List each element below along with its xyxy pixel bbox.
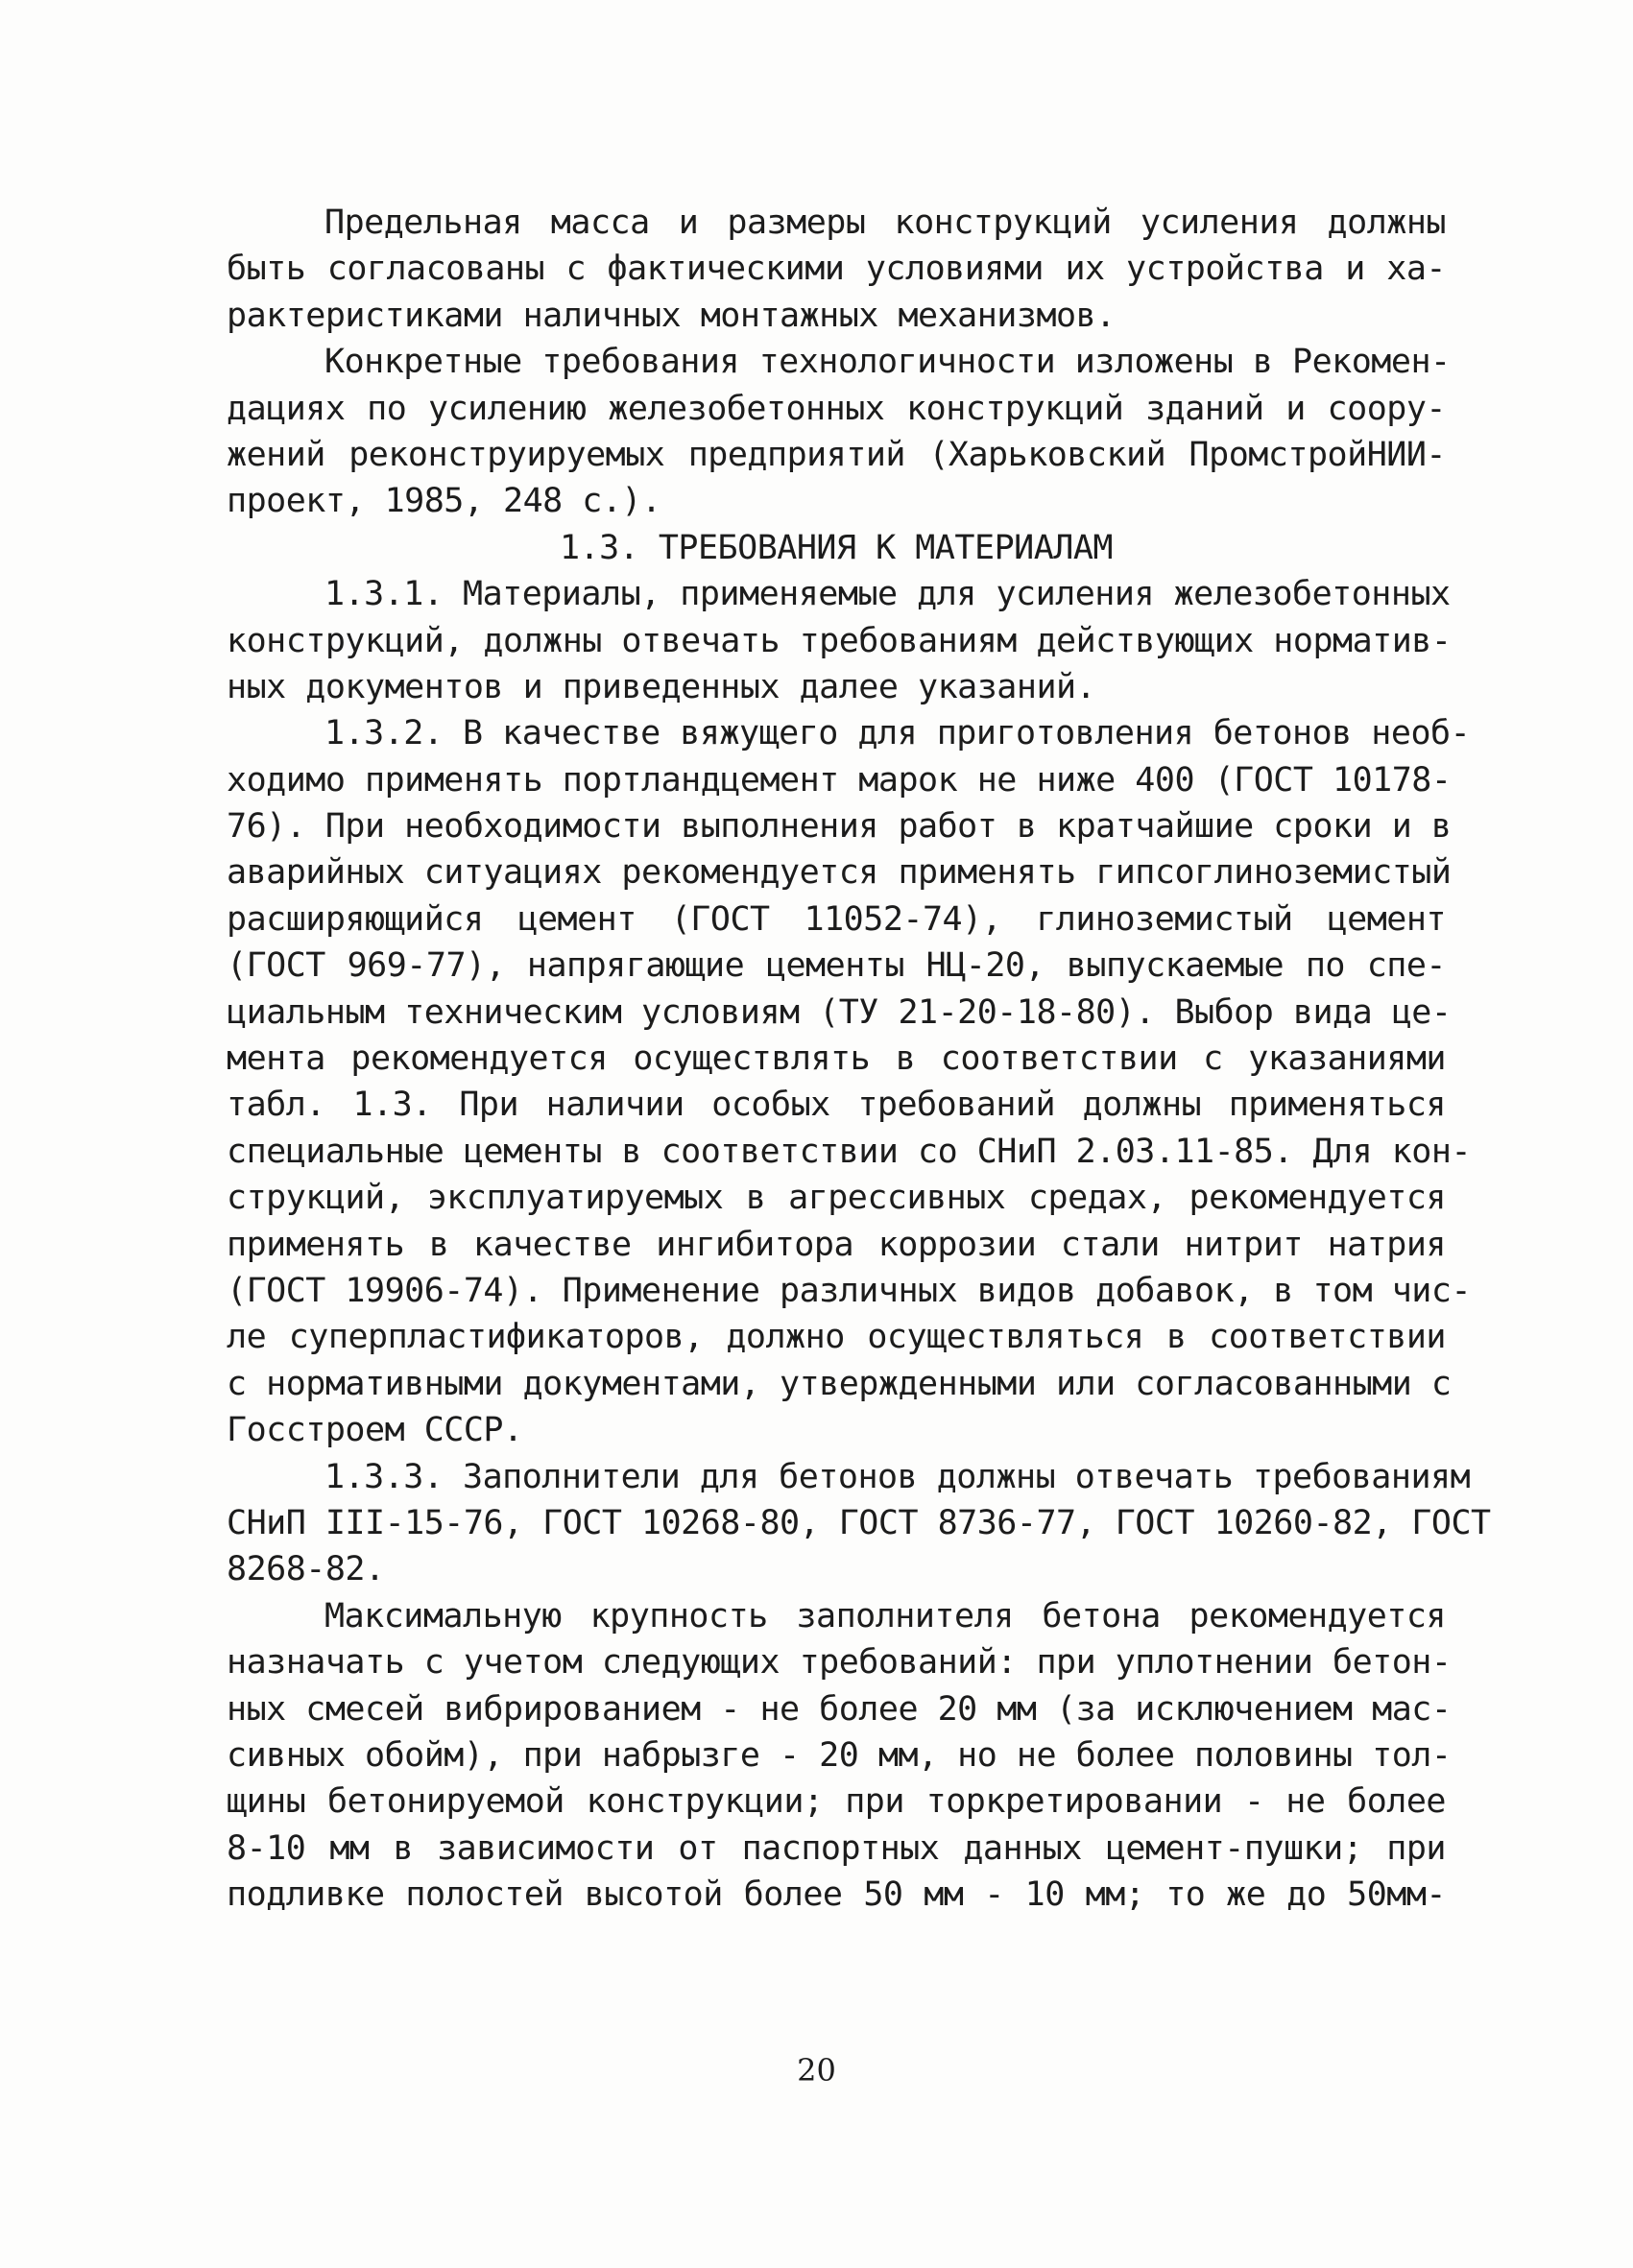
text-line: рактеристиками наличных монтажных механизмов. bbox=[227, 296, 1116, 335]
text-line: 1.3.1. Материалы, применяемые для усиления железобетонных bbox=[324, 575, 1451, 614]
text-line: 8268-82. bbox=[227, 1550, 385, 1589]
text-line: применять в качестве ингибитора коррозии стали нитрит натрия bbox=[227, 1225, 1446, 1264]
body-text bbox=[227, 200, 1491, 1918]
text-line: проект, 1985, 248 с.). bbox=[227, 482, 661, 521]
text-line: жений реконструируемых предприятий (Харьковский ПромстройНИИ- bbox=[227, 435, 1446, 474]
text-line: назначать с учетом следующих требований: при уплотнении бетон- bbox=[227, 1643, 1452, 1683]
text-line: ле суперпластификаторов, должно осуществляться в соответствии bbox=[227, 1318, 1446, 1357]
text-line: специальные цементы в соответствии со СНиП 2.03.11-85. Для кон- bbox=[227, 1132, 1472, 1171]
text-line: Конкретные требования технологичности изложены в Рекомен- bbox=[324, 343, 1451, 382]
text-line: с нормативными документами, утвержденными или согласованными с bbox=[227, 1364, 1452, 1403]
text-line: 76). При необходимости выполнения работ в кратчайшие сроки и в bbox=[227, 807, 1452, 847]
text-line: сивных обойм), при набрызге - 20 мм, но не более половины тол- bbox=[227, 1735, 1452, 1775]
text-line: Максимальную крупность заполнителя бетона рекомендуется bbox=[324, 1596, 1446, 1635]
page-number: 20 bbox=[797, 2052, 836, 2089]
text-line: Госстроем СССР. bbox=[227, 1411, 523, 1450]
text-line: 1.3.2. В качестве вяжущего для приготовления бетонов необ- bbox=[324, 714, 1471, 753]
text-line: 1.3.3. Заполнители для бетонов должны отвечать требованиям bbox=[324, 1457, 1471, 1496]
text-line: (ГОСТ 969-77), напрягающие цементы НЦ-20, выпускаемые по спе- bbox=[227, 946, 1446, 986]
text-line: Предельная масса и размеры конструкций усиления должны bbox=[324, 203, 1446, 242]
text-line: аварийных ситуациях рекомендуется применять гипсоглиноземистый bbox=[227, 853, 1452, 893]
text-line: ходимо применять портландцемент марок не ниже 400 (ГОСТ 10178- bbox=[227, 760, 1452, 800]
text-line: табл. 1.3. При наличии особых требований должны применяться bbox=[227, 1086, 1446, 1125]
text-line: циальным техническим условиям (ТУ 21-20-18-80). Выбор вида це- bbox=[227, 992, 1452, 1032]
text-line: конструкций, должны отвечать требованиям действующих норматив- bbox=[227, 621, 1452, 660]
text-line: подливке полостей высотой более 50 мм - 10 мм; то же до 50мм- bbox=[227, 1875, 1446, 1915]
text-line: (ГОСТ 19906-74). Применение различных видов добавок, в том чис- bbox=[227, 1271, 1472, 1310]
text-line: ных смесей вибрированием - не более 20 мм (за исключением мас- bbox=[227, 1689, 1452, 1729]
text-line: быть согласованы с фактическими условиями их устройства и ха- bbox=[227, 250, 1446, 289]
text-line: дациях по усилению железобетонных конструкций зданий и соору- bbox=[227, 389, 1446, 428]
text-line: ных документов и приведенных далее указаний. bbox=[227, 667, 1096, 706]
text-line: СНиП III-15-76, ГОСТ 10268-80, ГОСТ 8736-77, ГОСТ 10260-82, ГОСТ bbox=[227, 1503, 1491, 1542]
text-line: мента рекомендуется осуществлять в соответствии с указаниями bbox=[227, 1039, 1446, 1079]
text-line: 8-10 мм в зависимости от паспортных данных цемент-пушки; при bbox=[227, 1828, 1446, 1868]
text-line: расширяющийся цемент (ГОСТ 11052-74), глиноземистый цемент bbox=[227, 899, 1446, 939]
section-heading: 1.3. ТРЕБОВАНИЯ К МАТЕРИАЛАМ bbox=[559, 528, 1113, 567]
text-line: щины бетонируемой конструкции; при торкретировании - не более bbox=[227, 1782, 1446, 1822]
text-line: струкций, эксплуатируемых в агрессивных средах, рекомендуется bbox=[227, 1179, 1446, 1218]
